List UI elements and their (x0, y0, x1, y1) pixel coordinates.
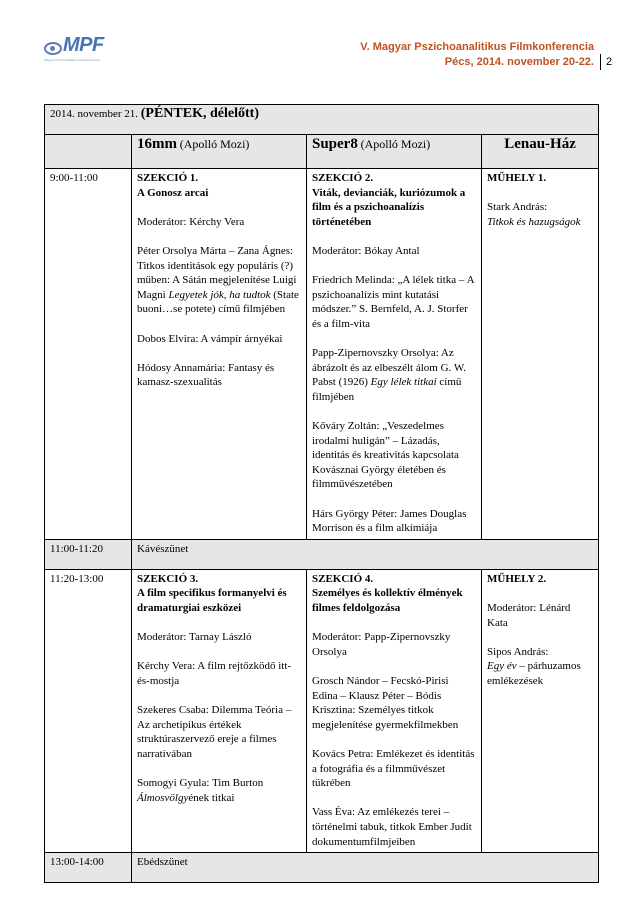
session-1-cell (132, 169, 307, 540)
time-cell: 13:00-14:00 (45, 853, 132, 883)
moderator: Moderátor: Papp-Zipernovszky Orsolya (312, 631, 451, 658)
session-4-cell (307, 569, 482, 852)
talk: Hódosy Annamária: Fantasy és kamasz-szexualitás (137, 361, 275, 389)
session-subtitle: A Gonosz arcai (137, 186, 209, 199)
session-subtitle: Viták, devianciák, kuriózumok a film és a pszichoanalízis történetében (312, 186, 466, 228)
session-title: SZEKCIÓ 3. (137, 572, 199, 585)
session-title: SZEKCIÓ 1. (137, 172, 199, 184)
time-cell: 9:00-11:00 (45, 169, 132, 540)
schedule-row-morning-2 (45, 569, 599, 852)
time-cell: 11:20-13:00 (45, 569, 132, 852)
schedule-row-morning-1 (45, 169, 599, 540)
coffee-break-row (45, 539, 599, 569)
moderator: Moderátor: Kérchy Vera (137, 215, 245, 228)
workshop-1-cell (482, 169, 599, 540)
session-title: SZEKCIÓ 2. (312, 172, 374, 184)
talk: Friedrich Melinda: „A lélek titka – A pszichoanalízis mint kutatási módszer.” S. Bernfeld, A. J. Storfer és a film-vita (312, 274, 474, 330)
talk: Egy év – párhuzamos emlékezések (487, 660, 581, 687)
venue-16mm: 16mm (Apolló Mozi) (132, 135, 307, 169)
moderator: Moderátor: Bókay Antal (312, 244, 420, 257)
time-header-cell (45, 135, 132, 169)
talk: Papp-Zipernovszky Orsolya: Az ábrázolt és az elbeszélt álom G. W. Pabst (1926) Egy lélek titkai című filmjében (312, 347, 466, 403)
session-subtitle: A film specifikus formanyelvi és dramaturgiai eszközei (137, 587, 287, 615)
page-header (0, 0, 640, 90)
logo-subtitle: Magyar Pszichoanalitikus Filmkonferencia (44, 58, 100, 62)
date-title-row (45, 105, 599, 135)
presenter: Sipos András: (487, 645, 549, 658)
moderator: Moderátor: Tarnay László (137, 631, 252, 644)
workshop-2-cell (482, 569, 599, 852)
talk: Dobos Elvira: A vámpír árnyékai (137, 332, 283, 345)
talk: Somogyi Gyula: Tim Burton Álmosvölgyének titkai (137, 777, 264, 804)
conference-place-date: Pécs, 2014. november 20-22. (444, 56, 594, 68)
venue-lenau: Lenau-Ház (482, 135, 599, 169)
venue-header-row (45, 135, 599, 169)
page-number: 2 (600, 54, 612, 70)
break-label: Ebédszünet (132, 853, 599, 883)
talk: Péter Orsolya Márta – Zana Ágnes: Titkos identitások egy populáris (?) műben: A Sátán megjelenítése Luigi Magni Legyetek jók, ha tudtok (State buoni…se potete) című filmjében (137, 244, 299, 316)
venue-super8: Super8 (Apolló Mozi) (307, 135, 482, 169)
workshop-title: MŰHELY 2. (487, 572, 547, 585)
talk: Titkok és hazugságok (487, 215, 581, 228)
session-3-cell (132, 569, 307, 852)
day-part: délelőtt (209, 106, 255, 121)
conference-info (360, 40, 594, 70)
moderator: Moderátor: Lénárd Kata (487, 602, 571, 629)
schedule-table (44, 104, 599, 883)
presenter: Stark András: (487, 201, 548, 214)
session-title: SZEKCIÓ 4. (312, 572, 374, 585)
talk: Kérchy Vera: A film rejtőzködő itt-és-mostja (137, 660, 292, 687)
talk: Szekeres Csaba: Dilemma Teória – Az archetipikus értékek struktúraszervező ereje a filmes narratívában (137, 704, 292, 760)
session-subtitle: Személyes és kollektív élmények filmes feldolgozása (312, 587, 463, 615)
talk: Hárs György Péter: James Douglas Morrison és a film alkímiája (312, 507, 467, 535)
break-label: Kávészünet (132, 539, 599, 569)
talk: Kovács Petra: Emlékezet és identitás a fotográfia és a filmművészet tükrében (312, 747, 475, 790)
mpf-logo (44, 36, 124, 66)
talk: Grosch Nándor – Fecskó-Pirisi Edina – Klausz Péter – Bódis Krisztina: Személyes titkok megjelenítése gyermekfilmekben (312, 675, 459, 731)
lunch-break-row (45, 853, 599, 883)
day-name: PÉNTEK (145, 106, 203, 121)
logo-text: MPF (63, 34, 104, 56)
conference-title: V. Magyar Pszichoanalitikus Filmkonferencia (360, 41, 594, 53)
talk: Vass Éva: Az emlékezés terei – történelmi tabuk, titkok Ember Judit dokumentumfilmjeiben (312, 806, 472, 848)
time-cell: 11:00-11:20 (45, 539, 132, 569)
session-2-cell (307, 169, 482, 540)
eye-icon (44, 42, 62, 55)
talk: Kőváry Zoltán: „Veszedelmes irodalmi huligán” – Lázadás, identitás és kreativitás kapcsolata Kovásznai György életében és filmművészetében (312, 420, 459, 491)
date-title: 2014. november 21. (PÉNTEK, délelőtt) (45, 105, 599, 135)
workshop-title: MŰHELY 1. (487, 172, 547, 184)
